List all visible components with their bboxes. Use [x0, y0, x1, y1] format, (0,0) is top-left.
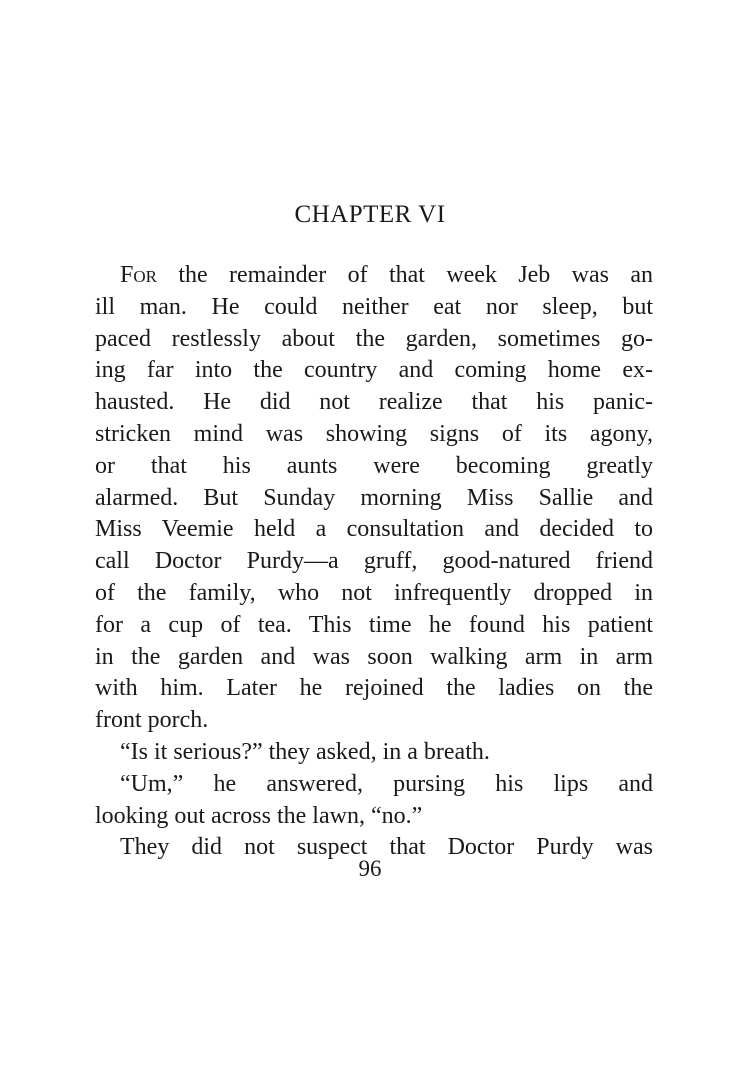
- text-line: call Doctor Purdy—a gruff, good-natured friend: [95, 548, 653, 575]
- text-line: in the garden and was soon walking arm in arm: [95, 643, 653, 670]
- text-line: For the remainder of that week Jeb was an: [120, 262, 653, 288]
- text-line: “Um,” he answered, pursing his lips and: [120, 770, 653, 797]
- page-number: 96: [358, 856, 382, 881]
- text-line: paced restlessly about the garden, sometimes go-: [95, 325, 653, 352]
- text-line: looking out across the lawn, “no.”: [95, 802, 423, 829]
- text-line: ill man. He could neither eat nor sleep, but: [95, 293, 653, 320]
- text-line: Miss Veemie held a consultation and decided to: [95, 516, 653, 543]
- text-line: They did not suspect that Doctor Purdy was: [120, 834, 653, 861]
- text-line: front porch.: [95, 707, 209, 734]
- text-line: for a cup of tea. This time he found his patient: [95, 611, 653, 638]
- chapter-text: [95, 260, 653, 864]
- text-line: “Is it serious?” they asked, in a breath.: [120, 738, 490, 765]
- text-line: or that his aunts were becoming greatly: [95, 452, 653, 479]
- chapter-heading: CHAPTER VI: [294, 201, 446, 228]
- text-line: ing far into the country and coming home ex-: [95, 357, 653, 384]
- text-line: hausted. He did not realize that his panic-: [95, 389, 653, 416]
- text-line: of the family, who not infrequently dropped in: [95, 579, 653, 606]
- text-line: stricken mind was showing signs of its agony,: [95, 420, 653, 447]
- text-line: alarmed. But Sunday morning Miss Sallie and: [95, 484, 653, 511]
- opening-word: For: [120, 262, 157, 288]
- text-line: with him. Later he rejoined the ladies on the: [95, 675, 653, 702]
